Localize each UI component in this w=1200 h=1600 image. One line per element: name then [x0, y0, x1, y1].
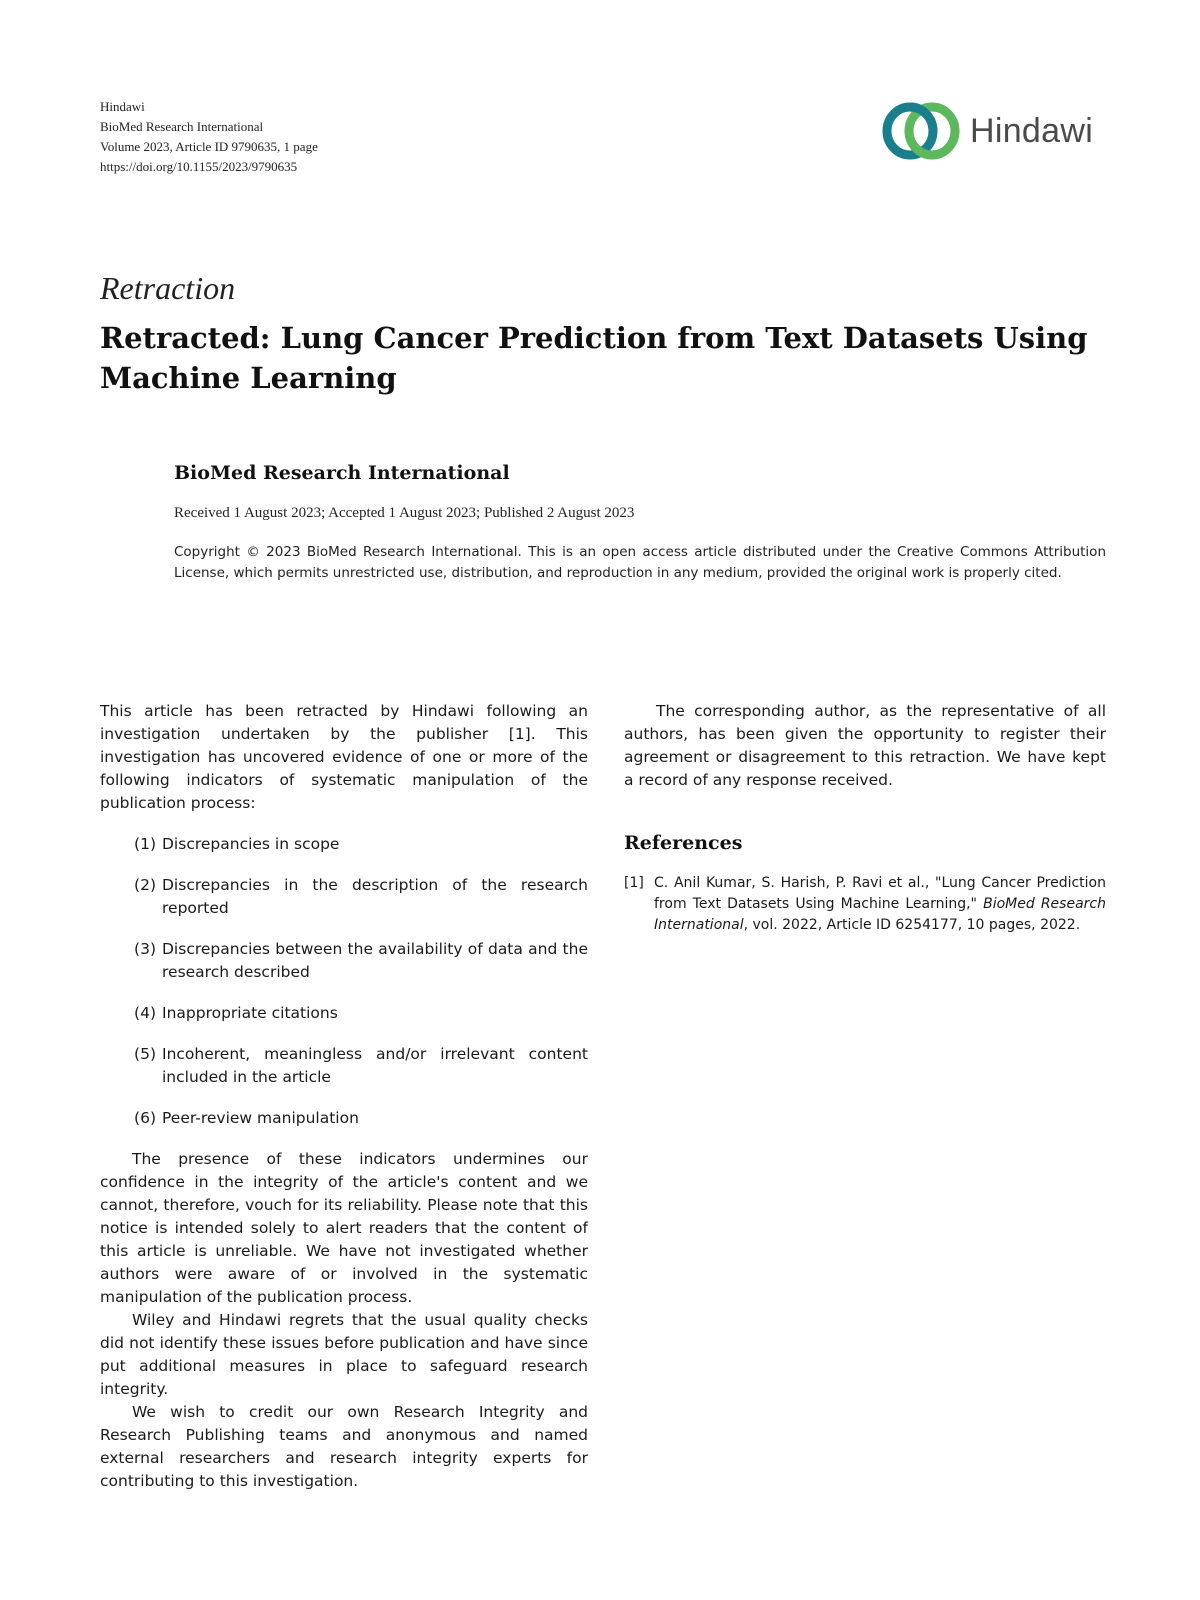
- list-number: (1): [134, 835, 156, 853]
- reference-journal: BioMed Research International: [654, 896, 1106, 933]
- journal-name-header: BioMed Research International: [100, 119, 264, 134]
- list-number: (2): [134, 876, 156, 894]
- list-text: Discrepancies in scope: [162, 835, 340, 853]
- article-author: BioMed Research International: [174, 462, 510, 484]
- wiley-paragraph: Wiley and Hindawi regrets that the usual quality checks did not identify these issues before publication and have since put additional measures in place to safeguard research integrity.: [100, 1311, 588, 1398]
- list-text: Discrepancies in the description of the research reported: [162, 876, 588, 917]
- header-meta: [100, 97, 318, 177]
- references-heading: References: [624, 832, 743, 854]
- right-column: [624, 700, 1106, 936]
- document-type: Retraction: [100, 270, 236, 306]
- credit-paragraph: We wish to credit our own Research Integrity and Research Publishing teams and anonymous and named external researchers and research integrity experts for contributing to this investigation.: [100, 1403, 588, 1490]
- list-number: (6): [134, 1109, 156, 1127]
- list-item: [100, 874, 588, 920]
- logo-text: Hindawi: [970, 111, 1094, 150]
- list-item: [100, 938, 588, 984]
- list-number: (4): [134, 1004, 156, 1022]
- list-item: [100, 1107, 588, 1130]
- reference-authors-title: C. Anil Kumar, S. Harish, P. Ravi et al., "Lung Cancer Prediction from Text Datasets Using Machine Learning,": [654, 875, 1106, 912]
- doi-link[interactable]: https://doi.org/10.1155/2023/9790635: [100, 159, 298, 174]
- presence-paragraph: The presence of these indicators undermines our confidence in the integrity of the article's content and we cannot, therefore, vouch for its reliability. Please note that this notice is intended solely to alert readers that the content of this article is unreliable. We have not investigated whether authors were aware of or involved in the systematic manipulation of the publication process.: [100, 1150, 588, 1306]
- indicator-list: [100, 833, 588, 1130]
- volume-info: Volume 2023, Article ID 9790635, 1 page: [100, 139, 318, 154]
- article-title: Retracted: Lung Cancer Prediction from Text Datasets Using Machine Learning: [100, 321, 1088, 395]
- author-response-paragraph: The corresponding author, as the representative of all authors, has been given the opportunity to register their agreement or disagreement to this retraction. We have kept a record of any response received.: [624, 702, 1106, 789]
- reference-number: [1]: [624, 875, 644, 891]
- list-text: Inappropriate citations: [162, 1004, 338, 1022]
- reference-text: [654, 873, 1106, 936]
- hindawi-rings-icon: [880, 101, 964, 161]
- article-dates: Received 1 August 2023; Accepted 1 August 2023; Published 2 August 2023: [174, 505, 635, 521]
- left-column: [100, 700, 588, 1493]
- publisher-name: Hindawi: [100, 99, 145, 114]
- list-text: Peer-review manipulation: [162, 1109, 359, 1127]
- list-number: (3): [134, 940, 156, 958]
- list-text: Incoherent, meaningless and/or irrelevant content included in the article: [162, 1045, 588, 1086]
- hindawi-logo: [880, 100, 1115, 162]
- copyright-notice: Copyright © 2023 BioMed Research International. This is an open access article distributed under the Creative Commons Attribution License, which permits unrestricted use, distribution, and reproduction in any medium, provided the original work is properly cited.: [174, 544, 1106, 581]
- reference-item: [624, 873, 1106, 936]
- list-text: Discrepancies between the availability of data and the research described: [162, 940, 588, 981]
- list-item: [100, 1043, 588, 1089]
- intro-paragraph: This article has been retracted by Hindawi following an investigation undertaken by the publisher [1]. This investigation has uncovered evidence of one or more of the following indicators of systematic manipulation of the publication process:: [100, 702, 588, 812]
- list-item: [100, 1002, 588, 1025]
- list-item: [100, 833, 588, 856]
- reference-details: , vol. 2022, Article ID 6254177, 10 pages, 2022.: [743, 917, 1081, 933]
- list-number: (5): [134, 1045, 156, 1063]
